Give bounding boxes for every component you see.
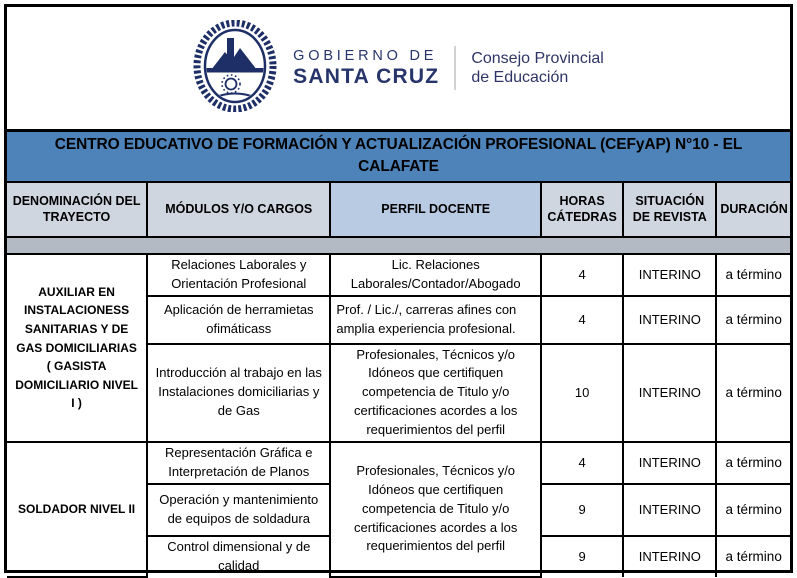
consejo-wordmark: [471, 49, 604, 87]
duracion-cell: a término: [716, 344, 790, 442]
santa-cruz-coat-of-arms-icon: [193, 20, 277, 117]
brand-header: [7, 7, 790, 129]
brand-divider: [454, 46, 456, 90]
duracion-cell: a término: [716, 536, 790, 577]
spacer-cell: [7, 237, 790, 254]
modulo-cell: Aplicación de herramietas ofimáticass: [147, 296, 330, 344]
document-frame: [4, 4, 793, 573]
table-header-row: [7, 183, 790, 237]
situacion-cell: INTERINO: [623, 296, 716, 344]
situacion-cell: INTERINO: [623, 442, 716, 484]
modules-table: [7, 183, 790, 578]
duracion-cell: a término: [716, 254, 790, 296]
horas-cell: 4: [541, 442, 623, 484]
table-row: [7, 254, 790, 296]
col-header-perfil: PERFIL DOCENTE: [330, 183, 541, 237]
modulo-cell: Operación y mantenimiento de equipos de soldadura: [147, 484, 330, 536]
situacion-cell: INTERINO: [623, 344, 716, 442]
table-row: [7, 442, 790, 484]
col-header-modulos: MÓDULOS Y/O CARGOS: [147, 183, 330, 237]
trayecto-cell-soldador: SOLDADOR NIVEL II: [7, 442, 147, 577]
perfil-cell: Prof. / Lic./, carreras afines con amplia experiencia profesional.: [330, 296, 541, 344]
col-header-duracion: DURACIÓN: [716, 183, 790, 237]
modulo-cell: Representación Gráfica e Interpretación de Planos: [147, 442, 330, 484]
spacer-row: [7, 237, 790, 254]
horas-cell: 9: [541, 484, 623, 536]
perfil-cell: Profesionales, Técnicos y/o Idóneos que certifiquen competencia de Titulo y/o certificaciones acordes a los requerimientos del perfil: [330, 344, 541, 442]
situacion-cell: INTERINO: [623, 484, 716, 536]
modulo-cell: Relaciones Laborales y Orientación Profesional: [147, 254, 330, 296]
gobierno-wordmark: [293, 48, 439, 89]
situacion-cell: INTERINO: [623, 254, 716, 296]
col-header-situacion: SITUACIÓN DE REVISTA: [623, 183, 716, 237]
col-header-horas: HORAS CÁTEDRAS: [541, 183, 623, 237]
perfil-cell-shared: Profesionales, Técnicos y/o Idóneos que certifiquen competencia de Titulo y/o certificaciones acordes a los requerimientos del perfil: [330, 442, 541, 577]
duracion-cell: a término: [716, 484, 790, 536]
consejo-line1: Consejo Provincial: [471, 49, 604, 67]
col-header-trayecto: DENOMINACIÓN DEL TRAYECTO: [7, 183, 147, 237]
horas-cell: 4: [541, 296, 623, 344]
horas-cell: 10: [541, 344, 623, 442]
santa-cruz-label: SANTA CRUZ: [293, 64, 440, 88]
gobierno-de-label: GOBIERNO DE: [293, 47, 438, 64]
consejo-line2: de Educación: [471, 69, 569, 86]
situacion-cell: INTERINO: [623, 536, 716, 577]
duracion-cell: a término: [716, 442, 790, 484]
trayecto-cell-auxiliar: AUXILIAR EN INSTALACIONESS SANITARIAS Y DE GAS DOMICILIARIAS ( GASISTA DOMICILIARIO NIVEL I ): [7, 254, 147, 442]
modulo-cell: Control dimensional y de calidad: [147, 536, 330, 577]
duracion-cell: a término: [716, 296, 790, 344]
horas-cell: 4: [541, 254, 623, 296]
modulo-cell: Introducción al trabajo en las Instalaciones domiciliarias y de Gas: [147, 344, 330, 442]
document-title: CENTRO EDUCATIVO DE FORMACIÓN Y ACTUALIZACIÓN PROFESIONAL (CEFyAP) N°10 - EL CALAFATE: [7, 129, 790, 183]
horas-cell: 9: [541, 536, 623, 577]
perfil-cell: Lic. Relaciones Laborales/Contador/Abogado: [330, 254, 541, 296]
brand-text: [293, 46, 604, 90]
